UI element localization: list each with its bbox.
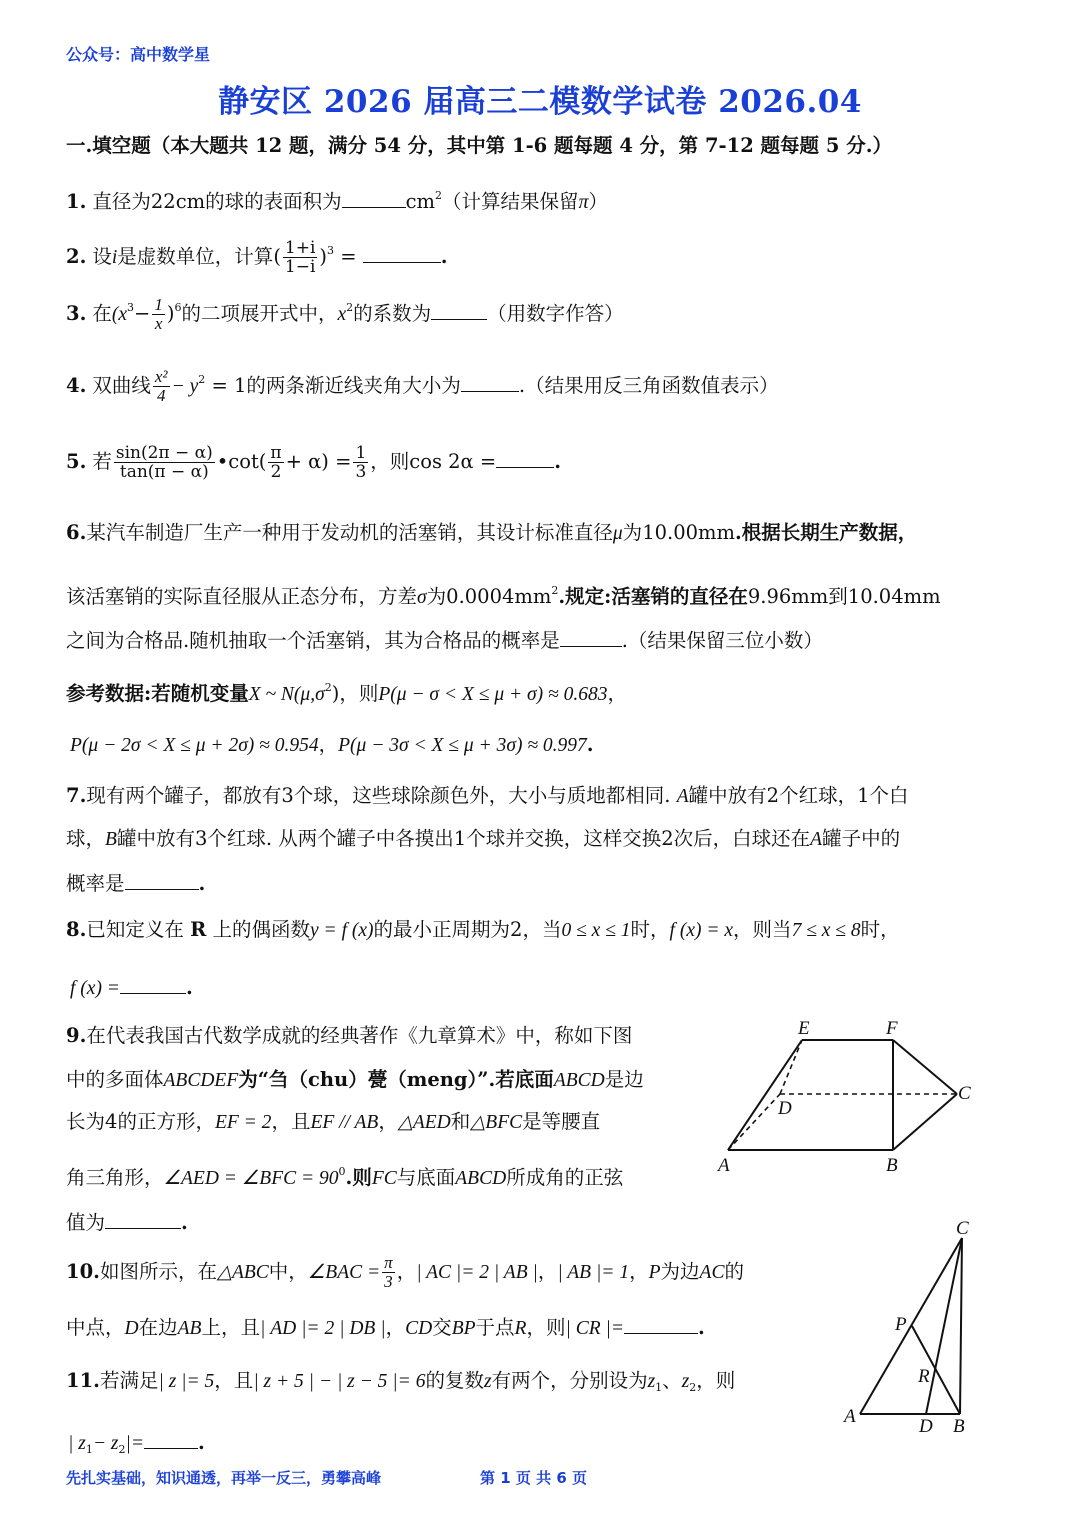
question-6-line-1 <box>66 520 917 547</box>
q5-fraction-3 <box>353 444 368 481</box>
q5-numerator: 1 <box>355 443 367 463</box>
question-3 <box>66 288 624 335</box>
q9-var: ABCD <box>455 1168 507 1189</box>
q7-text: 个球，这些球除颜色外，大小与质地都相同. <box>293 784 671 807</box>
q9-text: 所成角的正弦 <box>506 1166 624 1189</box>
answer-blank[interactable] <box>431 299 487 320</box>
q6-text: 为 <box>622 521 643 544</box>
q3-minus: − <box>134 302 151 325</box>
q8-text: ，则当 <box>733 918 792 941</box>
q10-text: ，则 <box>526 1316 566 1339</box>
q4-number: 4. <box>66 374 87 397</box>
q10-text: ， <box>396 1260 417 1283</box>
q8-text: ，当 <box>522 918 562 941</box>
question-6-line-3 <box>66 626 823 654</box>
q9-text: 长为 <box>66 1110 106 1133</box>
q6-text: 某汽车制造厂生产一种用于发动机的活塞销，其设计标准直径 <box>86 521 613 544</box>
q3-text: 的二项展开式中， <box>181 302 338 325</box>
q3-x: x <box>337 304 347 325</box>
q10-label-p: P <box>895 1314 907 1335</box>
q10-label-r: R <box>918 1366 930 1387</box>
question-8-line-1 <box>66 917 900 944</box>
q10-text: 中， <box>268 1260 308 1283</box>
question-9-line-5 <box>66 1208 188 1236</box>
q10-text: 如图所示，在 <box>99 1260 217 1283</box>
q10-var: P <box>648 1262 661 1283</box>
q2-denominator: 1−i <box>284 257 316 277</box>
q9-polyhedron-figure <box>710 1012 990 1182</box>
q10-expr: △ABC <box>216 1262 269 1283</box>
q9-var: FC <box>371 1168 397 1189</box>
q6-text: 该活塞销的实际直径服从正态分布，方差 <box>66 585 418 608</box>
q7-text: 罐子中的 <box>822 827 901 850</box>
q10-text: 中点， <box>66 1316 125 1339</box>
q5-denominator: 2 <box>270 462 282 482</box>
q11-expr: | z <box>68 1433 86 1454</box>
q3-number: 3. <box>66 302 87 325</box>
q9-label-f: F <box>886 1018 898 1039</box>
q2-paren: ) <box>319 245 328 268</box>
q11-period: . <box>197 1431 205 1454</box>
answer-blank[interactable] <box>461 371 519 392</box>
q9-label-d: D <box>778 1098 792 1119</box>
question-1 <box>66 183 608 216</box>
q7-value: 3 <box>281 784 294 807</box>
q7-text: 个红球， <box>779 784 858 807</box>
question-9-line-1 <box>66 1023 632 1049</box>
q11-expr: − z <box>92 1433 119 1454</box>
q4-exp: 2 <box>198 373 206 386</box>
q6-text: .规定:活塞销的直径在 <box>558 585 748 608</box>
q8-text: 已知定义在 <box>86 918 184 941</box>
q8-expr: f (x) = <box>70 978 120 999</box>
q11-text: ，且 <box>214 1369 254 1392</box>
q8-value: 2 <box>510 918 523 941</box>
q8-text: 时， <box>630 918 670 941</box>
q9-text: 是边 <box>604 1068 644 1091</box>
q8-period: . <box>185 976 193 999</box>
q5-denominator: 3 <box>355 462 367 482</box>
q10-expr: | AC |= 2 | AB | <box>416 1262 538 1283</box>
answer-blank[interactable] <box>120 973 186 994</box>
page-title: 静安区 2026 届高三二模数学试卷 2026.04 <box>218 84 862 120</box>
q10-text: 交 <box>432 1316 452 1339</box>
q9-text: 是等腰直 <box>522 1110 601 1133</box>
q10-fraction <box>382 1254 395 1291</box>
q6-text: .（结果保留三位小数） <box>621 629 823 652</box>
q9-expr: △BFC <box>470 1112 523 1133</box>
q10-numerator: π <box>384 1253 393 1272</box>
q10-expr: | AD |= 2 | DB | <box>259 1318 386 1339</box>
q6-value: 9.96mm <box>747 585 829 608</box>
question-6-line-2 <box>66 578 941 611</box>
footer-motto: 先扎实基础，知识通透，再举一反三，勇攀高峰 <box>66 1469 382 1487</box>
q6-mu: μ <box>612 523 623 544</box>
q8-text: 时， <box>860 918 900 941</box>
q10-number: 10. <box>66 1260 100 1283</box>
q9-text: .则 <box>345 1166 372 1189</box>
q5-fraction-1 <box>114 444 215 481</box>
q4-expr: = 1 <box>211 374 247 397</box>
q7-value: 1 <box>453 827 467 850</box>
q5-fraction-2 <box>268 444 283 481</box>
q6-period: . <box>586 733 594 756</box>
q6-text: ， <box>318 733 339 756</box>
q10-text: 于点 <box>475 1316 515 1339</box>
q3-expr: (x <box>111 304 128 325</box>
q8-expr: 0 ≤ x ≤ 1 <box>561 920 631 941</box>
q11-text: 的复数 <box>425 1369 484 1392</box>
q9-text: ， <box>378 1110 398 1133</box>
q10-var: R <box>514 1318 527 1339</box>
q9-expr: EF // AB <box>310 1112 379 1133</box>
q7-text: 罐中放有 <box>116 827 195 850</box>
q11-text: 若满足 <box>99 1369 159 1392</box>
q2-eq: = <box>340 245 357 268</box>
q6-expr: ) <box>331 682 340 705</box>
q11-text: ，则 <box>696 1369 736 1392</box>
q9-text: 的正方形， <box>117 1110 215 1133</box>
account-header: 公众号：高中数学星 <box>66 45 211 64</box>
q10-var: BP <box>451 1318 476 1339</box>
q9-label-c: C <box>958 1083 971 1104</box>
q6-text: .根据长期生产数据， <box>735 521 918 544</box>
q7-number: 7. <box>66 784 87 807</box>
q2-paren: ( <box>273 245 281 268</box>
q6-text: 为 <box>426 585 447 608</box>
question-6-line-4 <box>66 675 627 708</box>
answer-blank[interactable] <box>342 187 406 208</box>
question-9-line-3 <box>66 1109 600 1136</box>
question-2 <box>66 231 448 278</box>
q9-label-b: B <box>886 1155 898 1176</box>
q6-value: 0.0004mm <box>446 585 552 608</box>
q9-text: 与底面 <box>396 1166 456 1189</box>
q6-exp: 2 <box>324 681 332 694</box>
q5-numerator: sin(2π − α) <box>115 443 213 463</box>
q10-expr: | AB |= 1 <box>557 1262 630 1283</box>
q3-text: 的系数为 <box>353 302 432 325</box>
q10-text: 在边 <box>138 1316 178 1339</box>
q4-expr: − y <box>171 376 199 397</box>
question-11-line-2 <box>68 1428 205 1463</box>
q11-var: z <box>681 1371 690 1392</box>
q10-expr: | CR |= <box>565 1318 625 1339</box>
q2-text: 是虚数单位，计算 <box>117 245 274 268</box>
q2-exp: 3 <box>327 244 335 257</box>
q6-expr: P(μ − σ < X ≤ μ + σ) ≈ 0.683 <box>378 684 608 705</box>
q9-text: 中的多面体 <box>66 1068 164 1091</box>
q4-numerator: x² <box>154 367 168 386</box>
answer-blank[interactable] <box>624 1313 698 1334</box>
question-6-line-5 <box>70 732 594 759</box>
q3-exp: 3 <box>127 301 135 314</box>
question-11-line-1 <box>66 1368 735 1401</box>
q7-var: A <box>810 829 823 850</box>
q7-text: 个球并交换，这样交换 <box>466 827 662 850</box>
q11-number: 11. <box>66 1369 100 1392</box>
answer-blank[interactable] <box>144 1428 198 1449</box>
q11-expr: |= <box>125 1433 144 1454</box>
q3-exp: 2 <box>346 301 354 314</box>
q10-label-d: D <box>919 1416 933 1437</box>
q11-expr: | z + 5 | − | z − 5 |= 6 <box>253 1371 426 1392</box>
q6-expr: P(μ − 2σ < X ≤ μ + 2σ) ≈ 0.954 <box>70 735 319 756</box>
q10-text: 为边 <box>660 1260 700 1283</box>
answer-blank[interactable] <box>363 242 441 263</box>
q7-value: 3 <box>194 827 208 850</box>
q8-number: 8. <box>66 918 87 941</box>
q2-period: . <box>440 245 448 268</box>
q1-text: 的球的表面积为 <box>205 190 342 213</box>
answer-blank[interactable] <box>125 869 199 890</box>
q9-text: 角三角形， <box>66 1166 164 1189</box>
question-7-line-2 <box>66 826 900 853</box>
q10-expr: ∠BAC = <box>307 1262 381 1283</box>
answer-blank[interactable] <box>105 1208 181 1229</box>
q9-text: 为“刍（chu）甍（meng）”.若底面 <box>238 1068 554 1091</box>
q11-sub: 2 <box>118 1443 126 1456</box>
q1-unit: cm <box>405 190 436 213</box>
q3-fraction <box>152 296 165 333</box>
q10-label-b: B <box>953 1416 965 1437</box>
page-number: 第 1 页 共 6 页 <box>480 1469 587 1487</box>
question-5 <box>66 440 561 484</box>
q9-expr: ∠AED = ∠BFC = 90 <box>163 1168 339 1189</box>
q10-period: . <box>698 1316 705 1339</box>
q7-text: 罐中放有 <box>688 784 767 807</box>
q10-denominator: 3 <box>384 1272 393 1291</box>
q9-period: . <box>181 1211 188 1234</box>
q9-expr: EF = 2 <box>214 1112 272 1133</box>
q11-var: z <box>483 1371 492 1392</box>
q7-period: . <box>198 872 206 895</box>
q9-text: ，且 <box>271 1110 311 1133</box>
q10-var: CD <box>405 1318 433 1339</box>
q4-text: .（结果用反三角函数值表示） <box>518 374 779 397</box>
q1-value: 22cm <box>150 190 206 213</box>
q11-var: z <box>647 1371 656 1392</box>
q2-fraction <box>283 239 318 276</box>
q1-exp: 2 <box>435 189 443 202</box>
question-9-line-2 <box>66 1067 644 1094</box>
question-8-line-2 <box>70 973 193 1002</box>
q6-text: ， <box>607 682 627 705</box>
answer-blank[interactable] <box>560 626 622 647</box>
q6-value: 10.00mm <box>642 521 735 544</box>
q9-label-e: E <box>798 1018 810 1039</box>
q6-text: ，则 <box>339 682 379 705</box>
q8-expr: 7 ≤ x ≤ 8 <box>791 920 861 941</box>
q9-number: 9. <box>66 1024 87 1047</box>
q7-value: 1 <box>857 784 870 807</box>
q7-text: 个白 <box>869 784 909 807</box>
q6-text: 到 <box>828 585 848 608</box>
question-4 <box>66 358 779 409</box>
q10-var: D <box>124 1318 139 1339</box>
q6-text: 参考数据:若随机变量 <box>66 682 249 705</box>
q6-sigma: σ <box>417 587 427 608</box>
q4-fraction <box>153 368 170 405</box>
q9-var: ABCDEF <box>163 1070 239 1091</box>
q3-text: 在 <box>92 302 112 325</box>
q9-var: ABCD <box>553 1070 605 1091</box>
q9-text: 和 <box>450 1110 471 1133</box>
q6-text: 之间为合格品.随机抽取一个活塞销，其为合格品的概率是 <box>66 629 560 652</box>
q4-text: 的两条渐近线夹角大小为 <box>246 374 461 397</box>
q5-expr: cos 2α = <box>409 450 497 473</box>
q5-text: ，则 <box>370 450 410 473</box>
q10-text: ， <box>629 1260 649 1283</box>
q10-var: AB <box>177 1318 202 1339</box>
q2-text: 设 <box>92 245 112 268</box>
answer-blank[interactable] <box>496 447 554 468</box>
q1-text: 直径为 <box>92 190 151 213</box>
q11-sub: 2 <box>689 1381 697 1394</box>
q3-numerator: 1 <box>154 295 163 314</box>
q3-exp: 6 <box>174 301 182 314</box>
q1-text: （计算结果保留 <box>442 190 579 213</box>
q8-expr: f (x) = x <box>669 920 734 941</box>
q11-sub: 1 <box>655 1381 663 1394</box>
q8-set: R <box>190 918 207 941</box>
q7-text: 现有两个罐子，都放有 <box>86 784 282 807</box>
q11-sub: 1 <box>85 1443 93 1456</box>
q7-text: 球， <box>66 827 106 850</box>
q10-text: 的 <box>724 1260 744 1283</box>
q10-triangle-figure <box>840 1218 1000 1438</box>
q7-var: B <box>105 829 117 850</box>
q3-paren: ) <box>166 302 175 325</box>
q10-text: ， <box>537 1260 558 1283</box>
q8-text: 上的偶函数 <box>212 918 311 941</box>
q7-text: 概率是 <box>66 872 125 895</box>
q1-text: ） <box>588 190 608 213</box>
q5-numerator: π <box>270 443 282 463</box>
q10-text: 上，且 <box>201 1316 260 1339</box>
q1-pi: π <box>578 192 589 213</box>
q10-label-c: C <box>956 1218 969 1239</box>
q5-denominator: tan(π − α) <box>119 462 209 482</box>
question-10-line-2 <box>66 1313 705 1342</box>
q9-text: 值为 <box>66 1211 106 1234</box>
q6-exp: 2 <box>551 584 559 597</box>
q11-text: 有两个，分别设为 <box>491 1369 648 1392</box>
q7-text: 个红球. 从两个罐子中各摸出 <box>207 827 454 850</box>
q10-text: ， <box>385 1316 406 1339</box>
q10-label-a: A <box>844 1406 856 1427</box>
q6-value: 10.04mm <box>847 585 941 608</box>
q5-text: 若 <box>92 450 112 473</box>
q5-expr: + α) = <box>285 450 352 473</box>
q5-period: . <box>554 450 562 473</box>
q1-number: 1. <box>66 190 87 213</box>
q10-var: AC <box>699 1262 725 1283</box>
q4-text: 双曲线 <box>92 374 151 397</box>
q8-expr: y = f (x) <box>310 920 374 941</box>
q3-denominator: x <box>154 314 163 333</box>
q6-expr: X ~ N(μ,σ <box>248 684 325 705</box>
q3-text: （用数字作答） <box>487 302 624 325</box>
q5-number: 5. <box>66 450 87 473</box>
q9-exp: 0 <box>338 1165 346 1178</box>
q2-i: i <box>111 247 118 268</box>
q9-text: 在代表我国古代数学成就的经典著作《九章算术》中，称如下图 <box>86 1024 633 1047</box>
question-7-line-3 <box>66 869 205 897</box>
q4-denominator: 4 <box>156 386 166 405</box>
section-heading: 一.填空题（本大题共 12 题，满分 54 分，其中第 1-6 题每题 4 分，第 7-12 题每题 5 分.） <box>66 134 892 157</box>
q6-number: 6. <box>66 521 87 544</box>
q11-text: 、 <box>662 1369 682 1392</box>
q8-text: 的最小正周期为 <box>373 918 511 941</box>
q9-label-a: A <box>718 1155 730 1176</box>
q2-number: 2. <box>66 245 87 268</box>
question-9-line-4 <box>66 1159 623 1192</box>
q11-expr: | z |= 5 <box>158 1371 215 1392</box>
q5-expr: •cot( <box>216 450 267 473</box>
q7-value: 2 <box>766 784 780 807</box>
q7-var: A <box>676 786 689 807</box>
question-10-line-1 <box>66 1250 744 1295</box>
q9-value: 4 <box>105 1110 118 1133</box>
q2-numerator: 1+i <box>284 238 316 258</box>
question-7-line-1 <box>66 783 909 810</box>
q6-expr: P(μ − 3σ < X ≤ μ + 3σ) ≈ 0.997 <box>338 735 587 756</box>
q9-expr: △AED <box>397 1112 451 1133</box>
q7-value: 2 <box>661 827 674 850</box>
q7-text: 次后，白球还在 <box>673 827 811 850</box>
